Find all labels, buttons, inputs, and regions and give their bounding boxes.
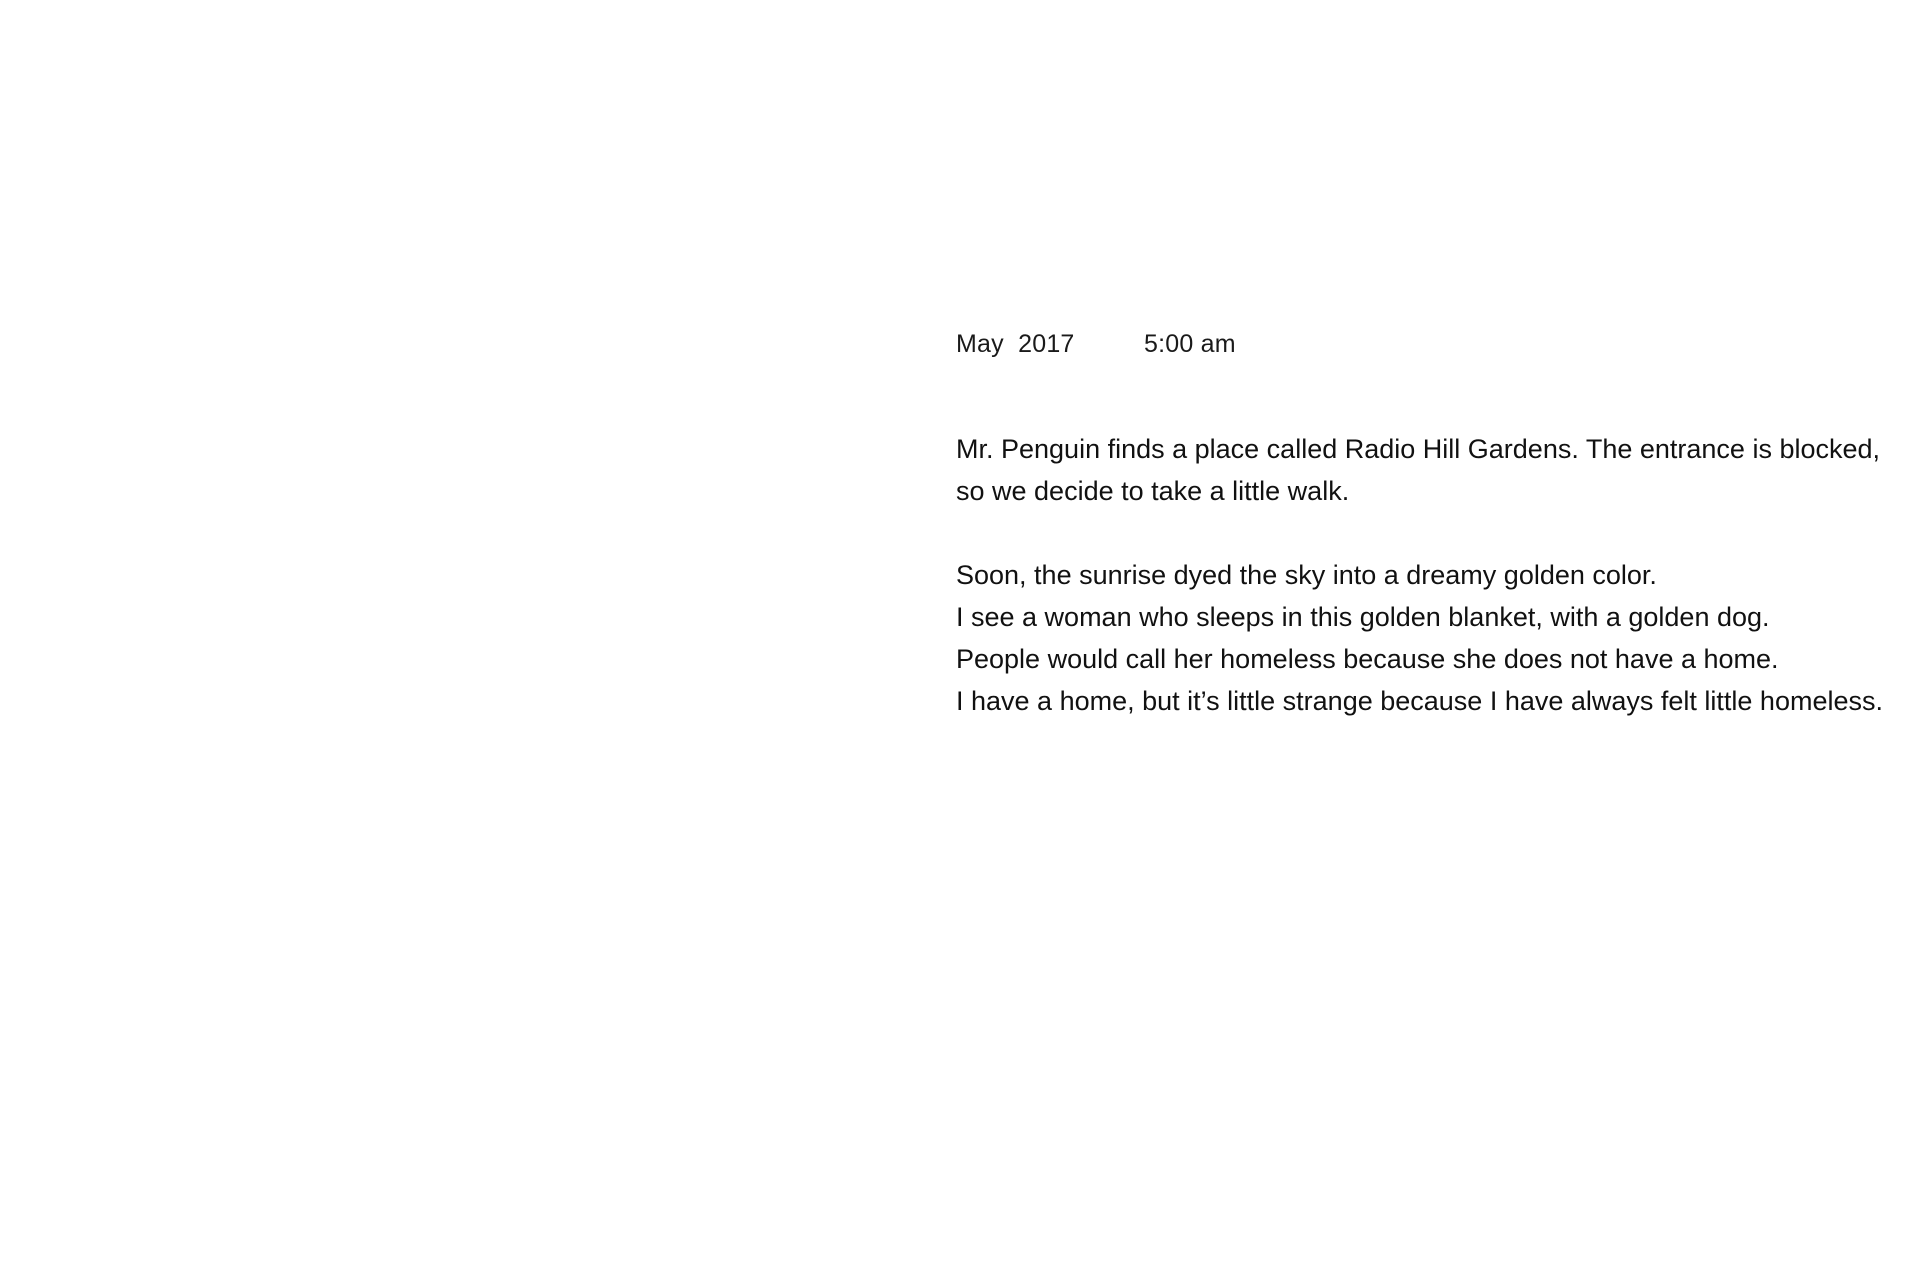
paragraph-1 bbox=[956, 428, 1881, 512]
text-line: I see a woman who sleeps in this golden blanket, with a golden dog. bbox=[956, 602, 1770, 632]
text-line: so we decide to take a little walk. bbox=[956, 476, 1350, 506]
text-line: Mr. Penguin finds a place called Radio Hill Gardens. The entrance is blocked, bbox=[956, 434, 1881, 464]
entry-date: May 2017 bbox=[956, 330, 1075, 358]
entry-time: 5:00 am bbox=[1144, 330, 1236, 358]
entry-meta bbox=[956, 330, 1876, 366]
journal-entry bbox=[956, 330, 1883, 764]
text-line: Soon, the sunrise dyed the sky into a dreamy golden color. bbox=[956, 560, 1657, 590]
text-line: I have a home, but it’s little strange because I have always felt little homeless. bbox=[956, 686, 1883, 716]
entry-body bbox=[956, 428, 1883, 722]
paragraph-2 bbox=[956, 554, 1883, 722]
text-line: People would call her homeless because she does not have a home. bbox=[956, 644, 1779, 674]
